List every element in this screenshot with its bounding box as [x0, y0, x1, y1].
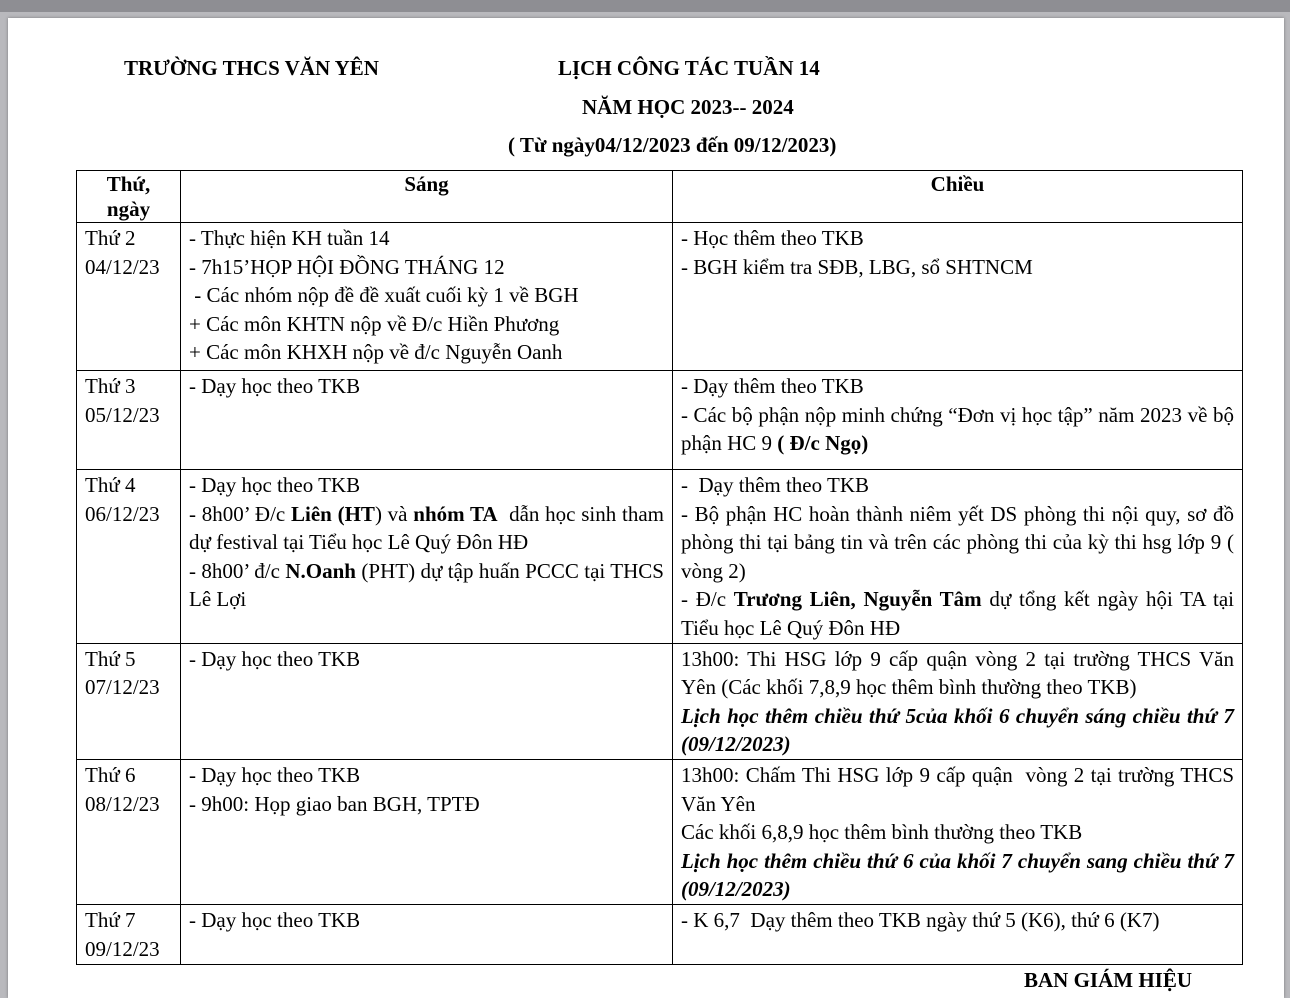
- task-line: - 7h15’HỌP HỘI ĐỒNG THÁNG 12: [189, 254, 505, 279]
- task-line: - Học thêm theo TKB: [681, 226, 864, 250]
- school-year: NĂM HỌC 2023-- 2024: [582, 95, 794, 119]
- day-cell: [77, 371, 181, 470]
- document-page: [8, 18, 1284, 998]
- task-line: - Thực hiện KH tuần 14: [189, 226, 390, 250]
- task-text: dẫn học sinh tham dự festival tại Tiểu học Lê Quý Đôn HĐ: [189, 501, 670, 555]
- task-line: - Dạy học theo TKB: [189, 907, 361, 932]
- document-title: LỊCH CÔNG TÁC TUẦN 14: [558, 56, 820, 80]
- schedule-note: Lịch học thêm chiều thứ 5của khối 6 chuyển sáng chiều thứ 7 (09/12/2023): [681, 703, 1234, 757]
- task-text: - Các bộ phận nộp minh chứng “Đơn vị học tập” năm 2023 về bộ phận HC 9: [681, 402, 1234, 456]
- header-day: [77, 171, 181, 223]
- day-date: 09/12/23: [85, 936, 160, 961]
- task-paragraph: [189, 500, 670, 557]
- task-group: nhóm TA: [413, 501, 498, 526]
- task-text: ) và: [374, 501, 414, 526]
- afternoon-cell: [673, 759, 1243, 904]
- header-morning: Sáng: [181, 171, 673, 223]
- day-cell: [77, 904, 181, 964]
- day-date: 04/12/23: [85, 254, 160, 279]
- task-line: - Dạy học theo TKB: [189, 473, 361, 497]
- header-day-line1: Thứ,: [106, 172, 151, 196]
- task-line: Các khối 6,8,9 học thêm bình thường theo TKB: [681, 820, 1083, 845]
- task-line: - K 6,7 Dạy thêm theo TKB ngày thứ 5 (K6), thứ 6 (K7): [681, 907, 1160, 932]
- day-name: Thứ 6: [85, 762, 136, 787]
- table-row: [77, 470, 1243, 644]
- task-paragraph: - Bộ phận HC hoàn thành niêm yết DS phòng thi nội quy, sơ đồ phòng thi tại bảng tin và trên các phòng thi của kỳ thi hsg lớp 9 ( vòng 2): [681, 501, 1234, 583]
- task-assignee: ( Đ/c Ngọ): [777, 431, 869, 456]
- task-paragraph: 13h00: Thi HSG lớp 9 cấp quận vòng 2 tại trường THCS Văn Yên (Các khối 7,8,9 học thêm bình thường theo TKB): [681, 646, 1234, 700]
- afternoon-cell: [673, 643, 1243, 759]
- table-row: [77, 759, 1243, 904]
- day-name: Thứ 3: [85, 374, 136, 398]
- task-paragraph: [189, 557, 664, 614]
- task-text: dự tổng kết ngày hội TA tại Tiểu học Lê Quý Đôn HĐ: [681, 587, 1234, 640]
- header-day-line2: ngày: [106, 197, 151, 221]
- day-cell: [77, 759, 181, 904]
- task-text: (PHT) dự tập huấn PCCC tại THCS Lê Lợi: [189, 558, 664, 612]
- schedule-table: [76, 170, 1243, 965]
- table-row: [77, 643, 1243, 759]
- morning-cell: [181, 904, 673, 964]
- task-line: - Các nhóm nộp đề đề xuất cuối kỳ 1 về BGH: [189, 283, 579, 308]
- afternoon-cell: [673, 904, 1243, 964]
- morning-cell: [181, 371, 673, 470]
- task-line: - 9h00: Họp giao ban BGH, TPTĐ: [189, 791, 480, 816]
- day-date: 06/12/23: [85, 501, 160, 526]
- task-person: Liên (HT: [291, 501, 375, 526]
- day-name: Thứ 7: [85, 907, 136, 932]
- day-cell: [77, 470, 181, 644]
- task-line: + Các môn KHTN nộp về Đ/c Hiền Phương: [189, 311, 560, 336]
- morning-cell: [181, 643, 673, 759]
- task-person: Trương Liên, Nguyễn Tâm: [733, 587, 982, 612]
- day-date: 08/12/23: [85, 791, 160, 816]
- table-row: [77, 371, 1243, 470]
- task-paragraph: [681, 585, 1234, 642]
- afternoon-cell: [673, 371, 1243, 470]
- task-line: + Các môn KHXH nộp về đ/c Nguyễn Oanh: [189, 340, 563, 365]
- day-date: 07/12/23: [85, 675, 160, 700]
- task-text: - 8h00’ Đ/c: [189, 501, 291, 526]
- day-name: Thứ 4: [85, 473, 136, 497]
- morning-cell: [181, 223, 673, 371]
- task-text: - 8h00’ đ/c: [189, 558, 286, 583]
- afternoon-cell: [673, 470, 1243, 644]
- task-paragraph: 13h00: Chấm Thi HSG lớp 9 cấp quận vòng 2 tại trường THCS Văn Yên: [681, 762, 1239, 816]
- task-line: - BGH kiểm tra SĐB, LBG, sổ SHTNCM: [681, 254, 1033, 279]
- day-name: Thứ 2: [85, 226, 136, 250]
- task-text: - Đ/c: [681, 587, 734, 612]
- window-top-bar: [0, 0, 1290, 12]
- morning-cell: [181, 759, 673, 904]
- task-line: - Dạy học theo TKB: [189, 762, 361, 787]
- afternoon-cell: [673, 223, 1243, 371]
- task-person: N.Oanh: [285, 558, 356, 583]
- school-name: TRƯỜNG THCS VĂN YÊN: [124, 56, 379, 80]
- day-cell: [77, 643, 181, 759]
- table-header-row: [77, 171, 1243, 223]
- day-name: Thứ 5: [85, 646, 136, 671]
- task-line: - Dạy học theo TKB: [189, 374, 361, 398]
- task-line: - Dạy thêm theo TKB: [681, 473, 869, 497]
- day-cell: [77, 223, 181, 371]
- header-afternoon: Chiều: [673, 171, 1243, 223]
- task-line: - Dạy thêm theo TKB: [681, 374, 864, 398]
- table-row: [77, 223, 1243, 371]
- task-paragraph: [681, 401, 1234, 458]
- task-line: - Dạy học theo TKB: [189, 646, 361, 671]
- day-date: 05/12/23: [85, 402, 160, 427]
- morning-cell: [181, 470, 673, 644]
- table-row: [77, 904, 1243, 964]
- date-range: ( Từ ngày04/12/2023 đến 09/12/2023): [508, 133, 837, 157]
- signature-block: BAN GIÁM HIỆU: [1024, 968, 1193, 992]
- schedule-note: Lịch học thêm chiều thứ 6 của khối 7 chuyển sang chiều thứ 7 (09/12/2023): [681, 848, 1234, 902]
